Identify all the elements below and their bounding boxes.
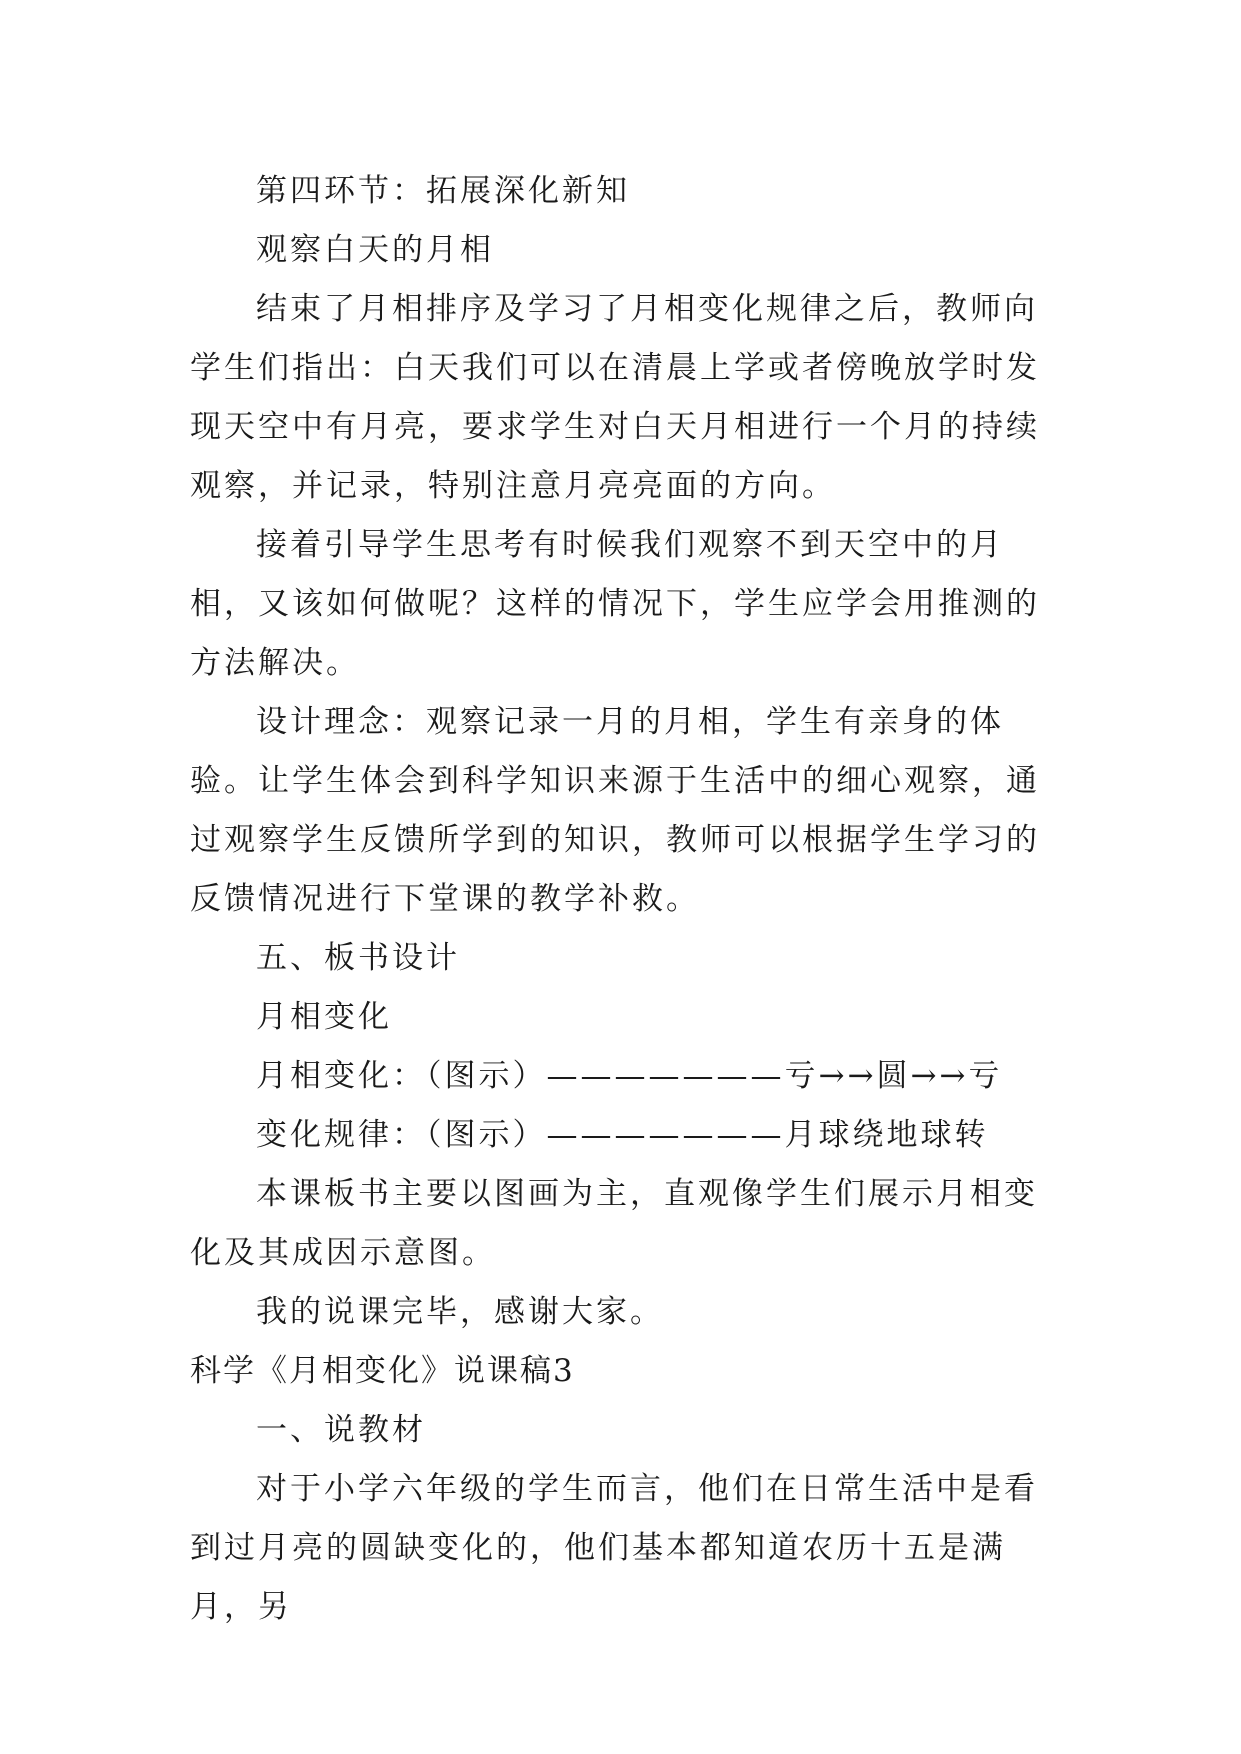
section-heading-step-four: 第四环节：拓展深化新知 <box>256 173 630 209</box>
board-line-phase-change: 月相变化：（图示）———————亏→→圆→→亏 <box>256 1058 1003 1094</box>
subheading-daytime-moon: 观察白天的月相 <box>256 232 494 268</box>
section-heading-board-design: 五、板书设计 <box>256 940 460 976</box>
paragraph-textbook-intro: 对于小学六年级的学生而言，他们在日常生活中是看到过月亮的圆缺变化的，他们基本都知道农历十五是满月，另 <box>190 1471 1038 1625</box>
paragraph-daytime-observation: 结束了月相排序及学习了月相变化规律之后，教师向学生们指出：白天我们可以在清晨上学或者傍晚放学时发现天空中有月亮，要求学生对白天月相进行一个月的持续观察，并记录，特别注意月亮亮面的方向。 <box>190 291 1040 504</box>
section-heading-textbook: 一、说教材 <box>256 1412 426 1448</box>
board-line-change-rule: 变化规律：（图示）———————月球绕地球转 <box>256 1117 989 1153</box>
paragraph-guide-inference: 接着引导学生思考有时候我们观察不到天空中的月相，又该如何做呢？这样的情况下，学生应学会用推测的方法解决。 <box>190 527 1040 681</box>
board-title: 月相变化 <box>256 999 392 1035</box>
paragraph-board-summary: 本课板书主要以图画为主，直观像学生们展示月相变化及其成因示意图。 <box>190 1176 1038 1271</box>
document-title-part-3: 科学《月相变化》说课稿3 <box>190 1353 575 1389</box>
paragraph-design-concept: 设计理念：观察记录一月的月相，学生有亲身的体验。让学生体会到科学知识来源于生活中的细心观察，通过观察学生反馈所学到的知识，教师可以根据学生学习的反馈情况进行下堂课的教学补救。 <box>190 704 1040 917</box>
document-body <box>190 162 1070 1637</box>
paragraph-closing: 我的说课完毕，感谢大家。 <box>256 1294 664 1330</box>
